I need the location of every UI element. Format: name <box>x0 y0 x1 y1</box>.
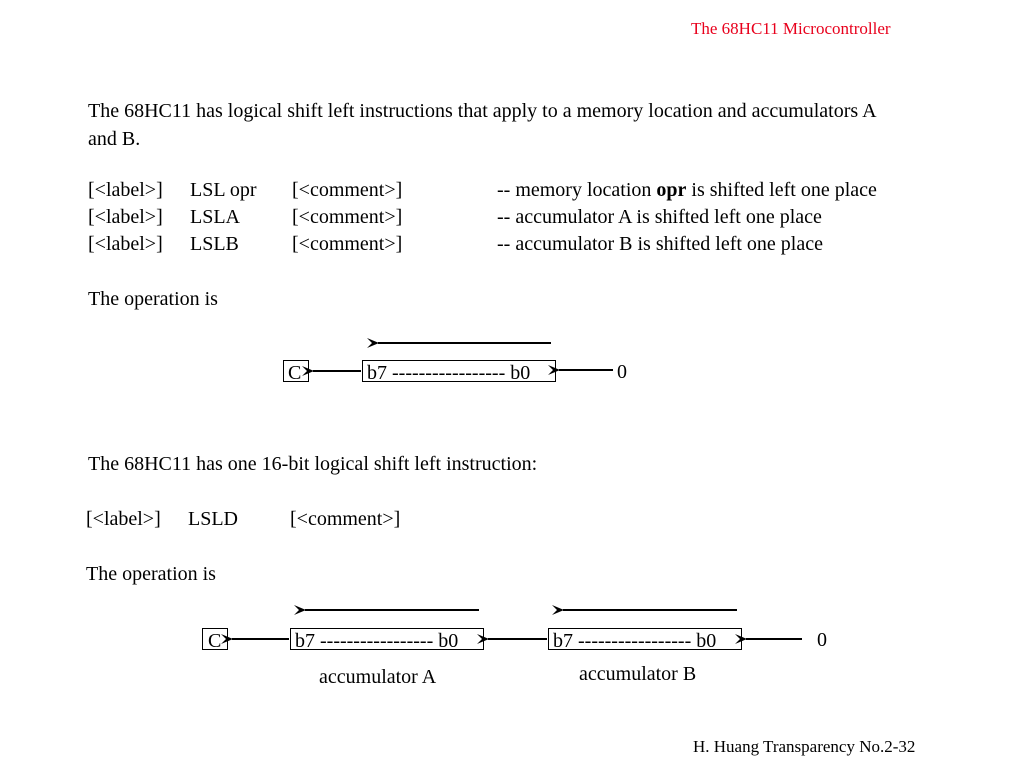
instr-comment: [<comment>] <box>292 206 403 228</box>
accumulator-a-box <box>290 628 484 650</box>
accumulator-b-caption: accumulator B <box>579 663 697 685</box>
shift-in-zero-2: 0 <box>817 629 827 651</box>
page-footer: H. Huang Transparency No.2-32 <box>693 737 916 756</box>
instr-mnemonic: LSLA <box>190 206 240 228</box>
instr-mnemonic: LSLB <box>190 233 239 255</box>
carry-flag-box <box>202 628 228 650</box>
operation-label-1: The operation is <box>88 288 218 310</box>
page-header-title: The 68HC11 Microcontroller <box>691 19 891 38</box>
instr-comment: [<comment>] <box>292 179 403 201</box>
desc-pre: -- memory location <box>497 179 657 201</box>
instr-description: -- accumulator A is shifted left one place <box>497 206 822 228</box>
carry-flag-box <box>283 360 309 382</box>
accumulator-a-register-label: b7 ----------------- b0 <box>295 630 459 652</box>
desc-post: is shifted left one place <box>686 179 877 201</box>
register-8bit-box <box>362 360 556 382</box>
instr-label: [<label>] <box>88 179 163 201</box>
desc-bold: opr <box>656 179 687 201</box>
instr-label: [<label>] <box>86 508 161 530</box>
accumulator-a-caption: accumulator A <box>319 666 437 688</box>
shift-in-zero-1: 0 <box>617 361 627 383</box>
instr-comment: [<comment>] <box>292 233 403 255</box>
instr-label: [<label>] <box>88 233 163 255</box>
accumulator-b-box <box>548 628 742 650</box>
instr-label: [<label>] <box>88 206 163 228</box>
instr-description <box>497 180 877 200</box>
carry-flag-label: C <box>288 362 302 384</box>
accumulator-b-register-label: b7 ----------------- b0 <box>553 630 717 652</box>
instr-mnemonic: LSL opr <box>190 179 257 201</box>
instr-comment: [<comment>] <box>290 508 401 530</box>
instr-description: -- accumulator B is shifted left one place <box>497 233 823 255</box>
intro2-paragraph: The 68HC11 has one 16-bit logical shift left instruction: <box>88 453 538 475</box>
carry-flag-label: C <box>208 630 222 652</box>
intro-paragraph: The 68HC11 has logical shift left instructions that apply to a memory location and accumulators A and B. <box>88 100 876 150</box>
instr-mnemonic: LSLD <box>188 508 238 530</box>
register-8bit-label: b7 ----------------- b0 <box>367 362 531 384</box>
operation-label-2: The operation is <box>86 563 216 585</box>
